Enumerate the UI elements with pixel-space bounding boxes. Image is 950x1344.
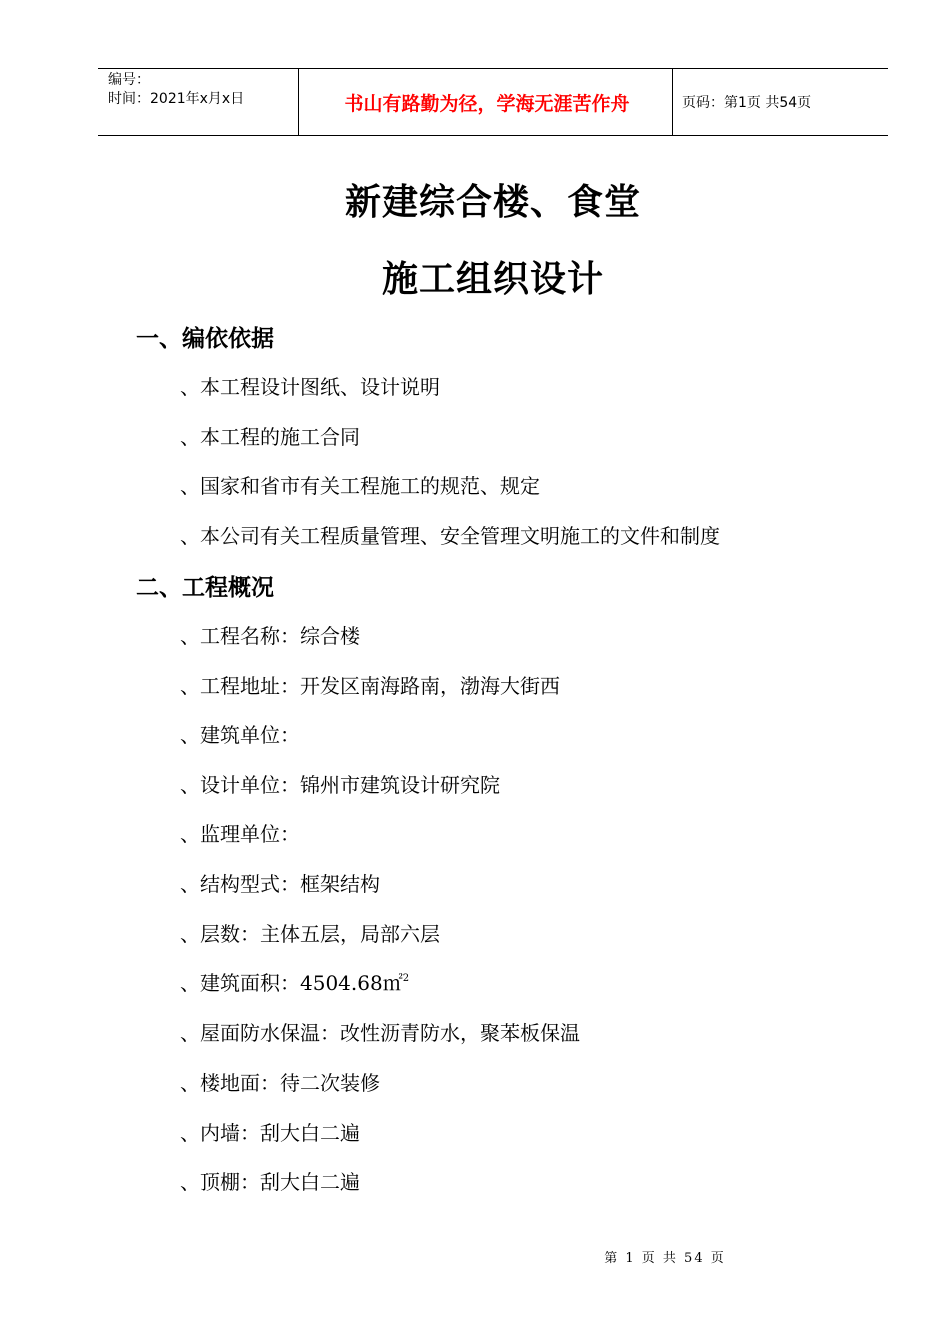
list-item: 、结构型式：框架结构 [180, 872, 380, 896]
list-item: 、国家和省市有关工程施工的规范、规定 [180, 474, 540, 498]
number-label: 编号： [108, 72, 150, 88]
header-motto: 书山有路勤为径，学海无涯苦作舟 [344, 92, 630, 115]
header-page-info: 页码：第1页 共54页 [682, 95, 812, 111]
list-item: 、设计单位：锦州市建筑设计研究院 [180, 773, 500, 797]
list-item: 、内墙：刮大白二遍 [180, 1121, 360, 1145]
list-item: 、屋面防水保温：改性沥青防水，聚苯板保温 [180, 1021, 580, 1045]
list-item: 、工程名称：综合楼 [180, 624, 360, 648]
time-label: 时间：2021年x月x日 [108, 91, 245, 107]
section-heading: 一、编依依据 [136, 326, 274, 352]
section-heading: 二、工程概况 [136, 575, 274, 601]
document-title-line1: 新建综合楼、食堂 [344, 181, 641, 223]
document-title-line2: 施工组织设计 [381, 258, 604, 300]
list-item-area [180, 967, 409, 996]
header-meta [108, 71, 244, 109]
page-footer: 第 1 页 共 54 页 [604, 1251, 726, 1266]
header-table [98, 68, 888, 136]
area-superscript: 2 [402, 973, 410, 984]
list-item: 、监理单位： [180, 822, 300, 846]
list-item: 、楼地面：待二次装修 [180, 1071, 380, 1095]
list-item: 、建筑单位： [180, 723, 300, 747]
list-item: 、顶棚：刮大白二遍 [180, 1170, 360, 1194]
list-item: 、本公司有关工程质量管理、安全管理文明施工的文件和制度 [180, 524, 720, 548]
list-item: 、本工程设计图纸、设计说明 [180, 375, 440, 399]
header-divider [298, 69, 299, 135]
area-text: 、建筑面积：4504.68㎡ [180, 971, 403, 995]
list-item: 、工程地址：开发区南海路南，渤海大街西 [180, 674, 560, 698]
list-item: 、本工程的施工合同 [180, 425, 360, 449]
list-item: 、层数：主体五层，局部六层 [180, 922, 440, 946]
